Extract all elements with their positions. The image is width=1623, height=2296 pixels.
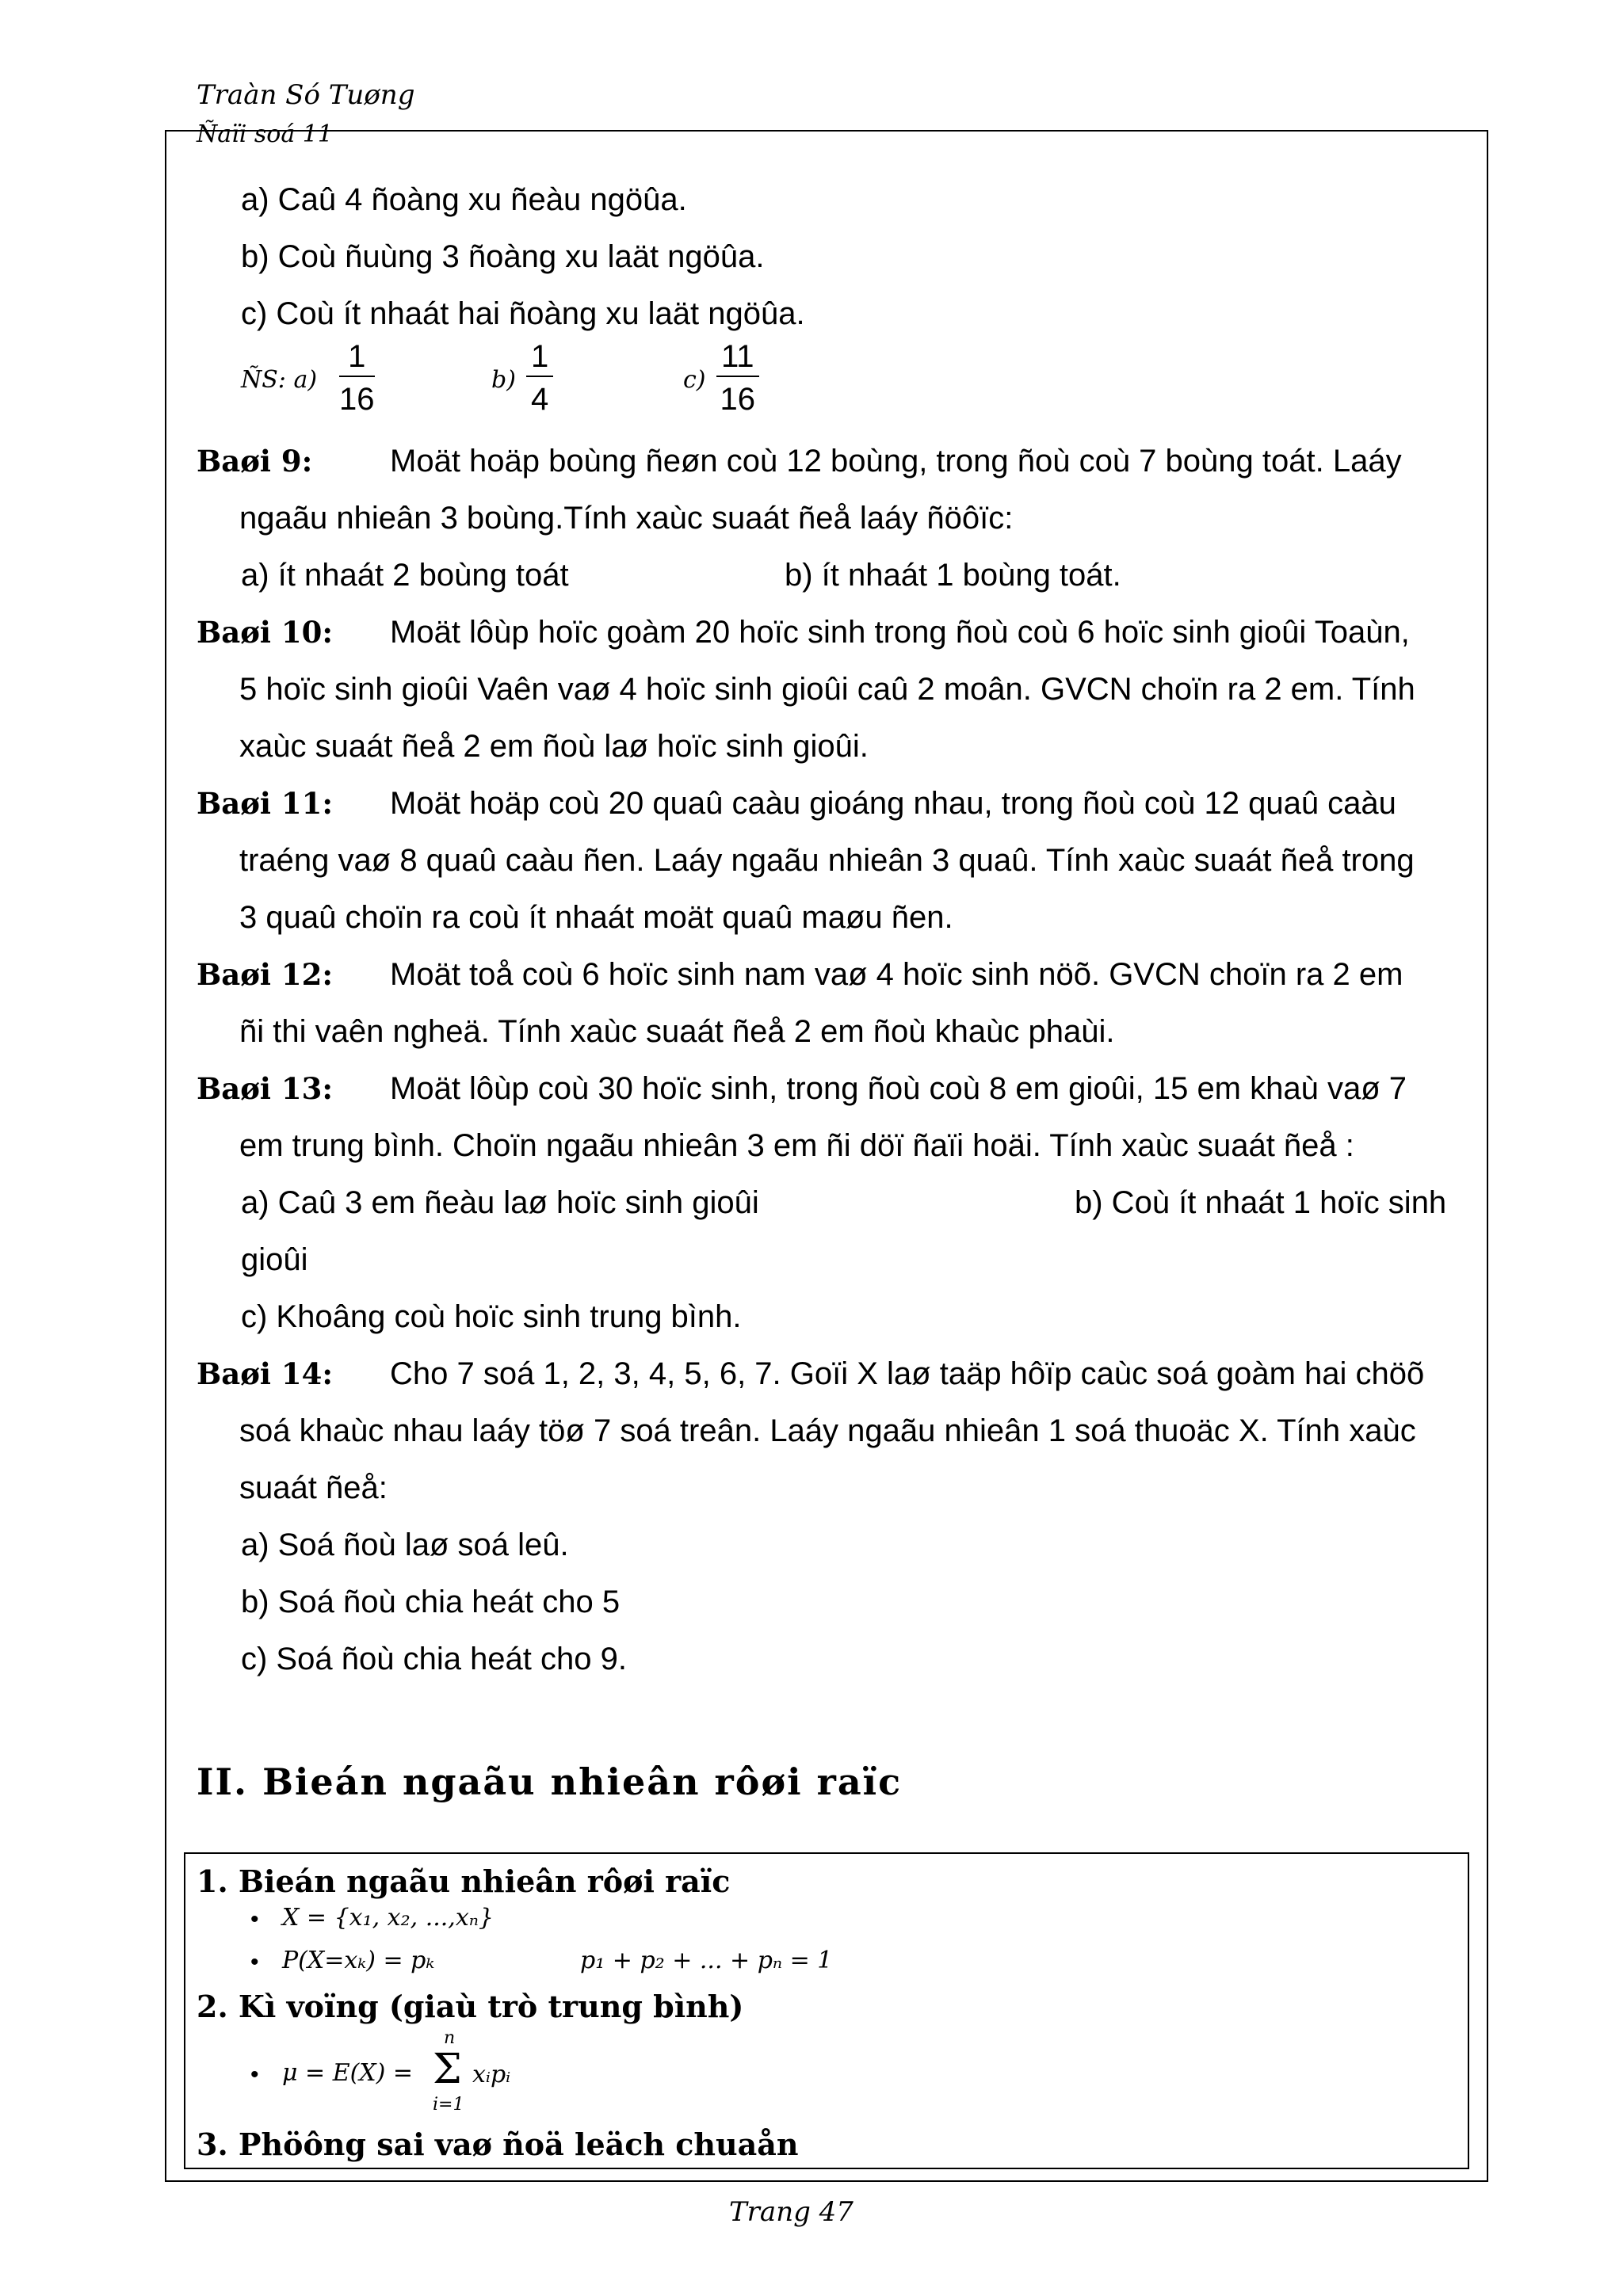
- fraction-numerator: 11: [716, 341, 759, 377]
- exercise-13-line2: em trung bình. Choïn ngaãu nhieân 3 em ñi döï ñaïi hoäi. Tính xaùc suaát ñeå :: [239, 1128, 1354, 1163]
- exercise-13-label: Baøi 13:: [197, 1071, 334, 1106]
- theory-heading-2: 2. Kì voïng (giaù trò trung bình): [197, 1989, 744, 2024]
- exercise-14-line1: Cho 7 soá 1, 2, 3, 4, 5, 6, 7. Goïi X laø taäp hôïp caùc soá goàm hai chöõ: [390, 1356, 1425, 1391]
- theory-heading-3: 3. Phöông sai vaø ñoä leäch chuaån: [197, 2126, 799, 2162]
- exercise-13-part-c: c) Khoâng coù hoïc sinh trung bình.: [241, 1299, 742, 1334]
- exercise-9-part-a: a) ít nhaát 2 boùng toát: [241, 558, 569, 593]
- exercise-14-line2: soá khaùc nhau laáy töø 7 soá treân. Laáy ngaãu nhieân 1 soá thuoäc X. Tính xaùc: [239, 1413, 1416, 1448]
- ex8-answer-b-fraction: [526, 341, 553, 415]
- sum-lower-limit: i=1: [433, 2095, 464, 2115]
- section-title: II. Bieán ngaãu nhieân rôøi raïc: [197, 1760, 903, 1803]
- formula-expectation-lhs: μ = E(X) =: [282, 2059, 414, 2087]
- bullet-icon: •: [250, 2061, 259, 2088]
- exercise-12-line2: ñi thi vaên ngheä. Tính xaùc suaát ñeå 2 em ñoù khaùc phaùi.: [239, 1014, 1115, 1049]
- exercise-12-line1: Moät toå coù 6 hoïc sinh nam vaø 4 hoïc sinh nöõ. GVCN choïn ra 2 em: [390, 957, 1403, 992]
- fraction-denominator: 4: [531, 382, 549, 417]
- exercise-14-part-a: a) Soá ñoù laø soá leû.: [241, 1527, 569, 1562]
- formula-probability: P(X=xₖ) = pₖ: [282, 1947, 435, 1974]
- exercise-13-part-b: b) Coù ít nhaát 1 hoïc sinh: [1075, 1185, 1447, 1220]
- ex8-answer-b-label: b): [491, 366, 516, 394]
- exercise-9-part-b: b) ít nhaát 1 boùng toát.: [785, 558, 1121, 593]
- exercise-14-label: Baøi 14:: [197, 1356, 334, 1391]
- exercise-10-line1: Moät lôùp hoïc goàm 20 hoïc sinh trong ñoù coù 6 hoïc sinh gioûi Toaùn,: [390, 615, 1410, 650]
- exercise-11-label: Baøi 11:: [197, 786, 334, 821]
- ex8-answer-c-fraction: [716, 341, 759, 415]
- exercise-11-line1: Moät hoäp coù 20 quaû caàu gioáng nhau, trong ñoù coù 12 quaû caàu: [390, 786, 1396, 821]
- ex8-answer-label: ÑS: a): [241, 366, 318, 394]
- exercise-14-line3: suaát ñeå:: [239, 1470, 388, 1505]
- exercise-9-line1: Moät hoäp boùng ñeøn coù 12 boùng, trong ñoù coù 7 boùng toát. Laáy: [390, 444, 1402, 479]
- exercise-9-label: Baøi 9:: [197, 444, 313, 479]
- page-number: Trang 47: [729, 2196, 854, 2228]
- ex8-answer-a-fraction: [339, 341, 375, 415]
- header-subject: Ñaïi soá 11: [197, 120, 333, 148]
- exercise-10-line2: 5 hoïc sinh gioûi Vaên vaø 4 hoïc sinh gioûi caû 2 moân. GVCN choïn ra 2 em. Tính: [239, 672, 1415, 707]
- sum-symbol: Σ: [433, 2046, 462, 2093]
- exercise-11-line3: 3 quaû choïn ra coù ít nhaát moät quaû maøu ñen.: [239, 900, 953, 935]
- exercise-11-line2: traéng vaø 8 quaû caàu ñen. Laáy ngaãu nhieân 3 quaû. Tính xaùc suaát ñeå trong: [239, 843, 1415, 878]
- exercise-12-label: Baøi 12:: [197, 957, 334, 992]
- exercise-10-label: Baøi 10:: [197, 615, 334, 650]
- bullet-icon: •: [250, 1949, 259, 1975]
- fraction-numerator: 1: [339, 341, 375, 377]
- exercise-14-part-c: c) Soá ñoù chia heát cho 9.: [241, 1642, 627, 1676]
- fraction-denominator: 16: [720, 382, 756, 417]
- exercise-10-line3: xaùc suaát ñeå 2 em ñoù laø hoïc sinh gioûi.: [239, 729, 869, 764]
- theory-heading-1: 1. Bieán ngaãu nhieân rôøi raïc: [197, 1863, 731, 1899]
- ex8-part-c: c) Coù ít nhaát hai ñoàng xu laät ngöûa.: [241, 296, 805, 331]
- exercise-9-line2: ngaãu nhieân 3 boùng.Tính xaùc suaát ñeå laáy ñöôïc:: [239, 501, 1014, 536]
- ex8-part-a: a) Caû 4 ñoàng xu ñeàu ngöûa.: [241, 182, 687, 217]
- ex8-part-b: b) Coù ñuùng 3 ñoàng xu laät ngöûa.: [241, 239, 765, 274]
- bullet-icon: •: [250, 1906, 259, 1932]
- sum-upper-limit: n: [444, 2028, 456, 2048]
- exercise-13-part-b-continued: gioûi: [241, 1242, 308, 1277]
- exercise-14-part-b: b) Soá ñoù chia heát cho 5: [241, 1585, 621, 1619]
- formula-random-variable-values: X = {x₁, x₂, ...,xₙ}: [282, 1904, 494, 1932]
- exercise-13-line1: Moät lôùp coù 30 hoïc sinh, trong ñoù coù 8 em gioûi, 15 em khaù vaø 7: [390, 1071, 1407, 1106]
- formula-probability-sum: p₁ + p₂ + ... + pₙ = 1: [580, 1947, 833, 1974]
- exercise-13-part-a: a) Caû 3 em ñeàu laø hoïc sinh gioûi: [241, 1185, 759, 1220]
- fraction-denominator: 16: [339, 382, 375, 417]
- formula-expectation-rhs: xᵢpᵢ: [472, 2061, 511, 2088]
- ex8-answer-c-label: c): [683, 366, 706, 394]
- fraction-numerator: 1: [526, 341, 553, 377]
- header-author: Traàn Só Tuøng: [197, 79, 415, 111]
